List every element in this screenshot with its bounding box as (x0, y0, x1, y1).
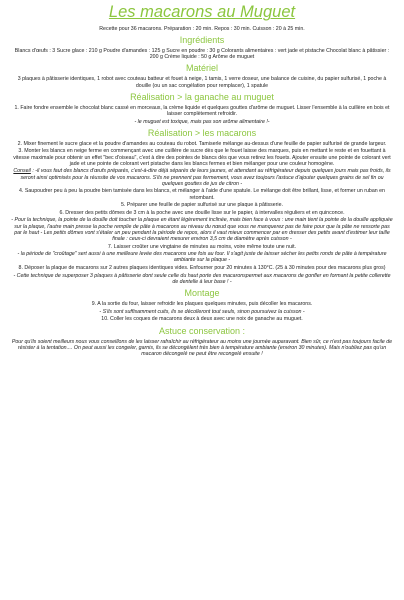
montage-heading: Montage (184, 288, 220, 299)
astuce-text: Pour qu'ils soient meilleurs nous vous conseillons de les laisser rafraîchir au réfrigérateur au moins une journée auparavant. Bien sûr, ce n'est pas toujours facile de résister à la tentation.... On peut aussi les congeler, garnis, ils se décongèlent très bien à température ambiante (environ 30 minutes). Mais n'oubliez pas qu'un macaron décongelé ne peut être recongelé ensuite ! (11, 338, 393, 357)
step-8: 8. Déposer la plaque de macarons sur 2 autres plaques identiques vides. Enfourner pour 20 minutes à 130°C. (25 à 30 minutes pour des macarons plus gros) (18, 265, 386, 272)
step-4: 4. Saupoudrer peu à peu la poudre bien tamisée dans les blancs, et mélanger à l'aide d'une spatule. Le mélange doit être brillant, lisse, et former un ruban en retombant. (19, 188, 385, 201)
montage-note: - S'ils sont suffisamment cuits, ils se décolleront tout seuls, sinon poursuivez la cuisson - (99, 308, 305, 315)
conseil-text: : -il vous faut des blancs d'œufs préparés, c'est-à-dire déjà séparés de leurs jaunes, et attendant au réfrigérateur depuis quelques jours mais pas froids, ils seront ainsi optimisés pour la réussite de vos macarons. S'ils ne prennent pas fermement, vous avez toujours l'astuce d'ajouter quelques grains de sel fin ou quelques gouttes de jus de citron - (20, 168, 391, 187)
recipe-info: Recette pour 36 macarons. Préparation : 20 min. Repos : 30 min. Cuisson : 20 à 25 min. (99, 26, 305, 32)
materiel-text: 3 plaques à pâtisserie identiques, 1 robot avec couteau batteur et fouet à neige, 1 tamis, 1 verre doseur, une balance de cuisine, du papier sulfurisé, 1 poche à douille (ou un sac congélation pour remplacer), 1 spatule (17, 76, 387, 89)
step-2: 2. Mixer finement le sucre glace et la poudre d'amandes au couteau du robot. Tamiserle mélange au-dessus d'une feuille de papier sulfurisé de grande largeur. (17, 140, 387, 147)
step-1: 1. Faire fondre ensemble le chocolat blanc cassé en morceaux, la crème liquide et quelques gouttes d'arôme de muguet. Lisser l'ensemble à la cuillère en bois et laisser complètement refroidir. (14, 104, 390, 117)
conseil-block (10, 168, 394, 186)
ganache-heading: Réalisation > la ganache au muguet (130, 91, 274, 102)
ganache-note: - le muguet est toxique, mais pas son arôme alimentaire !- (134, 118, 270, 125)
step-6: 6. Dresser des petits dômes de 3 cm à la poche avec une douille lisse sur le papier, à intervalles réguliers et en quinconce. (59, 209, 345, 216)
ingredients-heading: Ingrédients (179, 35, 225, 46)
croutage-note: - la période de "croûtage" sert aussi à une meilleure levée des macarons une fois au four. Il s'agit juste de laisser sécher les petits ronds de pâte à température ambiante sur la plaque - (17, 251, 387, 264)
page-title: Les macarons au Muguet (108, 3, 296, 21)
technique-note: - Pour la technique, la pointe de la douille doit toucher la plaque en étant légèrement inclinée, mais bien face à vous : une main tient la pointe de la douille appliquée sur la plaque, l'autre main presse la poche remplie de pâte à macarons au niveau du nœud que vous ne manquerez pas de faire pour que la pâte ne ressorte pas par le haut - Les petits dômes vont s'étaler un peu pendant la période de repos, alors il vaut mieux commencer par en dresser des petits avant d'estimer leur taille finale : ceux-ci devraient mesurer environ 3,5 cm de diamètre après cuisson - (11, 217, 393, 242)
macarons-heading: Réalisation > les macarons (147, 127, 257, 138)
materiel-heading: Matériel (185, 63, 218, 74)
ingredients-text: Blancs d'œufs : 3 Sucre glace : 210 g Poudre d'amandes : 125 g Sucre en poudre : 30 g Colorants alimentaires : vert jade et pistache Chocolat blanc à pâtissier : 200 g Crème liquide : 50 g Arôme de muguet (14, 48, 390, 61)
conseil-label: Conseil (13, 168, 31, 175)
step-10: 10. Coller les coques de macarons deux à deux avec une noix de ganache au muguet. (101, 316, 303, 323)
step-3: 3. Monter les blancs en neige ferme en commençant avec une cuillère de sucre dès que le fouet laisse des marques, puis en mettant le reste et en fouettant à vitesse maximale pour obtenir un effet "bec d'oiseau", c'est à dire des pointes de blancs dès que vous retirez les fouets. Ajouter ensuite une pointe de colorant vert jade et une pointe de colorant vert pistache dans les blancs fermes et bien mélanger pour une couleur homogène. (13, 148, 391, 167)
step-7: 7. Laisser croûter une vingtaine de minutes au moins, voire même toute une nuit. (107, 243, 297, 250)
technique2-note: - Cette technique de superposer 3 plaques à pâtisserie dont seule celle du haut porte des macaronspermet aux macarons de gonfler en formant la petite collerette de dentelle à leur base ! - (13, 272, 391, 285)
step-5: 5. Préparer une feuille de papier sulfurisé sur une plaque à pâtisserie. (121, 202, 283, 209)
step-9: 9. A la sortie du four, laisser refroidir les plaques quelques minutes, puis décoller les macarons. (91, 301, 313, 308)
astuce-heading: Astuce conservation : (158, 325, 246, 336)
